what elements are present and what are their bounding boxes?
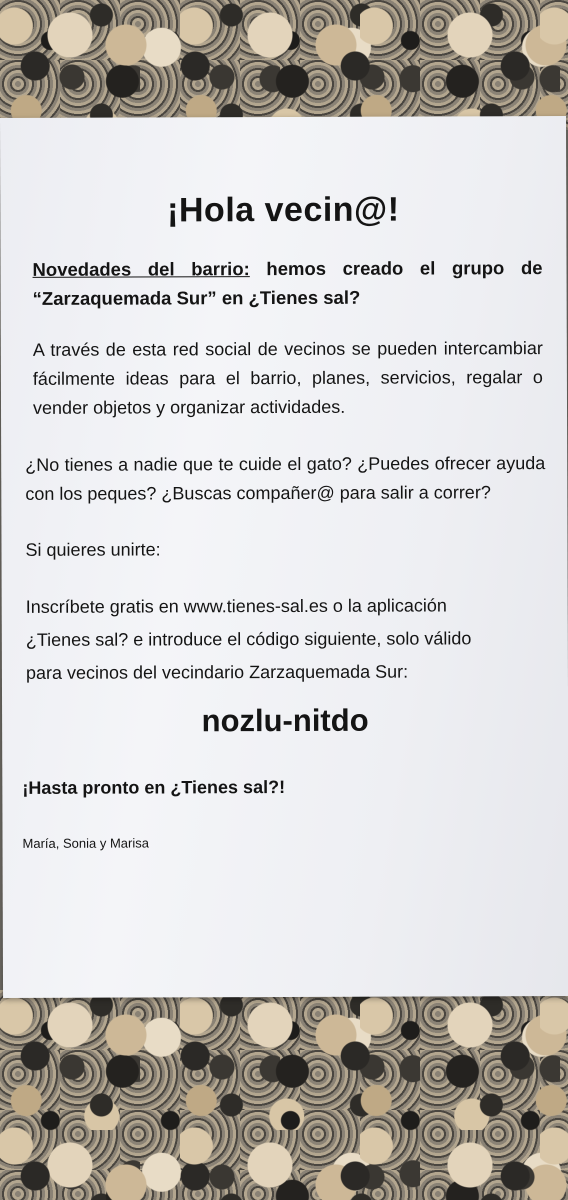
farewell-line: ¡Hasta pronto en ¿Tienes sal?! bbox=[22, 777, 286, 798]
flyer-title: ¡Hola vecin@! bbox=[167, 190, 400, 230]
instructions-line: ¿Tienes sal? e introduce el código siguiente, solo válido bbox=[25, 628, 472, 650]
headline-rest: hemos creado el grupo de “Zarzaquemada Sur” en ¿Tienes sal? bbox=[32, 257, 543, 309]
headline-lead: Novedades del barrio: bbox=[32, 258, 250, 280]
granite-countertop-bottom bbox=[0, 990, 568, 1200]
invitation-code: nozlu-nitdo bbox=[201, 702, 369, 739]
flyer-sheet bbox=[0, 116, 568, 998]
instructions-line: Inscríbete gratis en www.tienes-sal.es o la aplicación bbox=[25, 595, 447, 617]
paragraph-join: Si quieres unirte: bbox=[25, 539, 161, 560]
instructions-line: para vecinos del vecindario Zarzaquemada Sur: bbox=[25, 661, 409, 683]
flyer-headline bbox=[32, 253, 542, 313]
paragraph-questions: ¿No tienes a nadie que te cuide el gato? ¿Puedes ofrecer ayuda con los peques? ¿Buscas compañer@ para salir a correr? bbox=[25, 453, 546, 504]
paragraph-intro: A través de esta red social de vecinos se pueden intercambiar fácilmente ideas para el barrio, planes, servicios, regalar o vender objetos y organizar actividades. bbox=[32, 338, 543, 418]
granite-countertop-top bbox=[0, 0, 568, 130]
signature: María, Sonia y Marisa bbox=[22, 835, 149, 851]
instructions-block bbox=[26, 589, 536, 690]
